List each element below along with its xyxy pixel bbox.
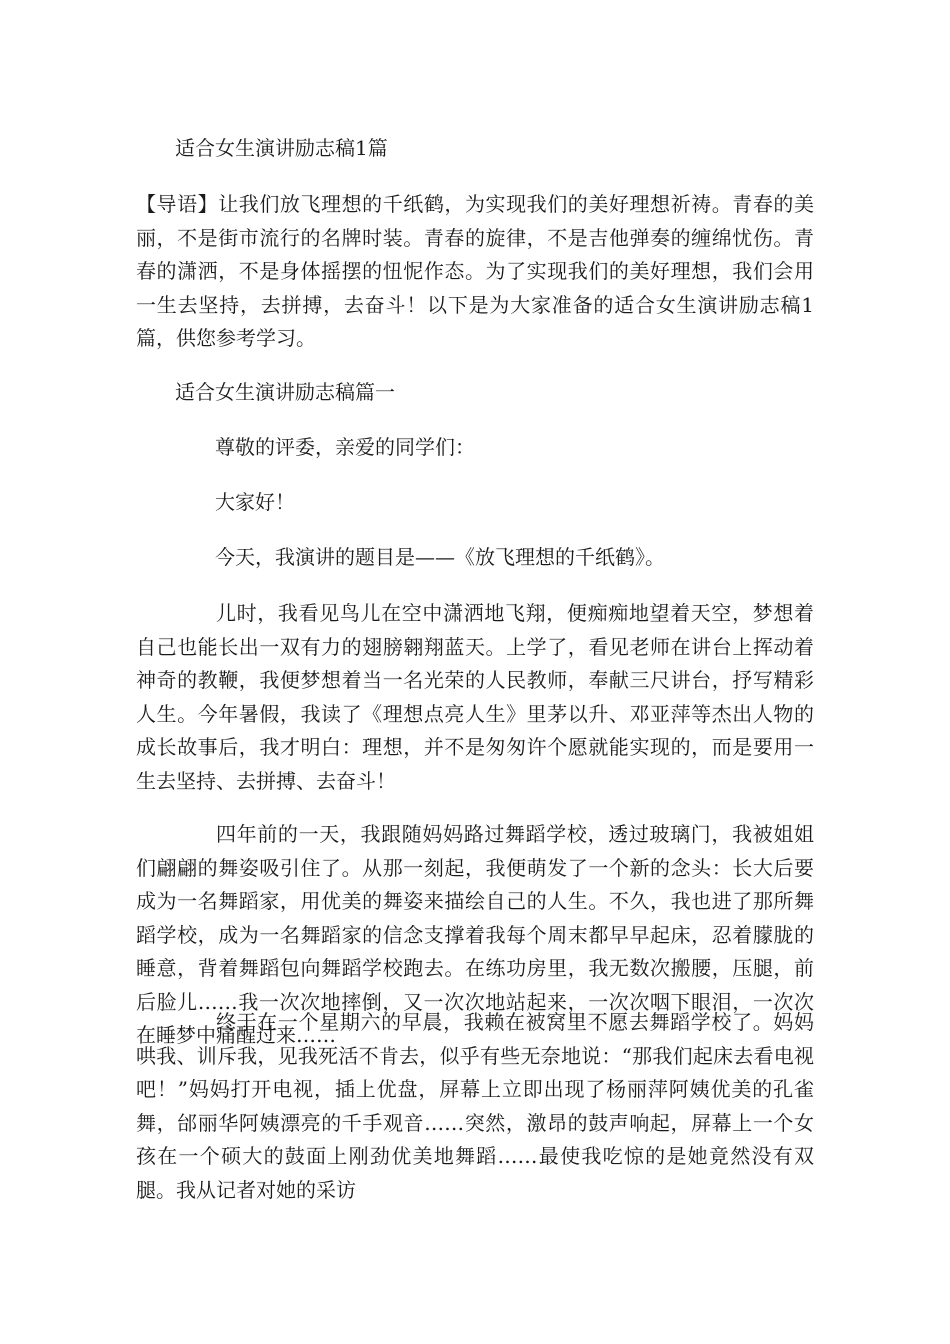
body-paragraph-1: 儿时，我看见鸟儿在空中潇洒地飞翔，便痴痴地望着天空，梦想着自己也能长出一双有力的翅膀翱翔蓝天。上学了，看见老师在讲台上挥动着神奇的教鞭，我便梦想着当一名光荣的人民教师，奉献三尺讲台，抒写精彩人生。今年暑假，我读了《理想点亮人生》里茅以升、邓亚萍等杰出人物的成长故事后，我才明白：理想，并不是匆匆许个愿就能实现的，而是要用一生去坚持、去拼搏、去奋斗！ (136, 601, 814, 793)
body-paragraph-3: 终于在一个星期六的早晨，我赖在被窝里不愿去舞蹈学校了。妈妈哄我、训斥我，见我死活不肯去，似乎有些无奈地说：“那我们起床去看电视吧！”妈妈打开电视，插上优盘，屏幕上立即出现了杨丽萍阿姨优美的孔雀舞，邰丽华阿姨漂亮的千手观音……突然，激昂的鼓声响起，屏幕上一个女孩在一个硕大的鼓面上刚劲优美地舞蹈……最使我吃惊的是她竟然没有双腿。我从记者对她的采访 (136, 1010, 814, 1202)
salutation: 尊敬的评委，亲爱的同学们： (215, 435, 475, 459)
greeting: 大家好！ (215, 490, 295, 514)
topic-line: 今天，我演讲的题目是——《放飞理想的千纸鹤》。 (215, 545, 665, 569)
body-paragraph-2: 四年前的一天，我跟随妈妈路过舞蹈学校，透过玻璃门，我被姐姐们翩翩的舞姿吸引住了。从那一刻起，我便萌发了一个新的念头：长大后要成为一名舞蹈家，用优美的舞姿来描绘自己的人生。不久，我也进了那所舞蹈学校，成为一名舞蹈家的信念支撑着我每个周末都早早起床，忍着朦胧的睡意，背着舞蹈包向舞蹈学校跑去。在练功房里，我无数次搬腰，压腿，前后脸儿……我一次次地摔倒，又一次次地站起来，一次次咽下眼泪，一次次在睡梦中痛醒过来…… (136, 822, 814, 1047)
section-title: 适合女生演讲励志稿篇一 (175, 380, 395, 404)
document-title: 适合女生演讲励志稿1篇 (175, 136, 388, 160)
intro-paragraph: 【导语】让我们放飞理想的千纸鹤，为实现我们的美好理想祈祷。青春的美丽，不是街市流行的名牌时装。青春的旋律，不是吉他弹奏的缠绵忧伤。青春的潇洒，不是身体摇摆的忸怩作态。为了实现我们的美好理想，我们会用一生去坚持，去拼搏，去奋斗！以下是为大家准备的适合女生演讲励志稿1篇，供您参考学习。 (136, 192, 814, 350)
